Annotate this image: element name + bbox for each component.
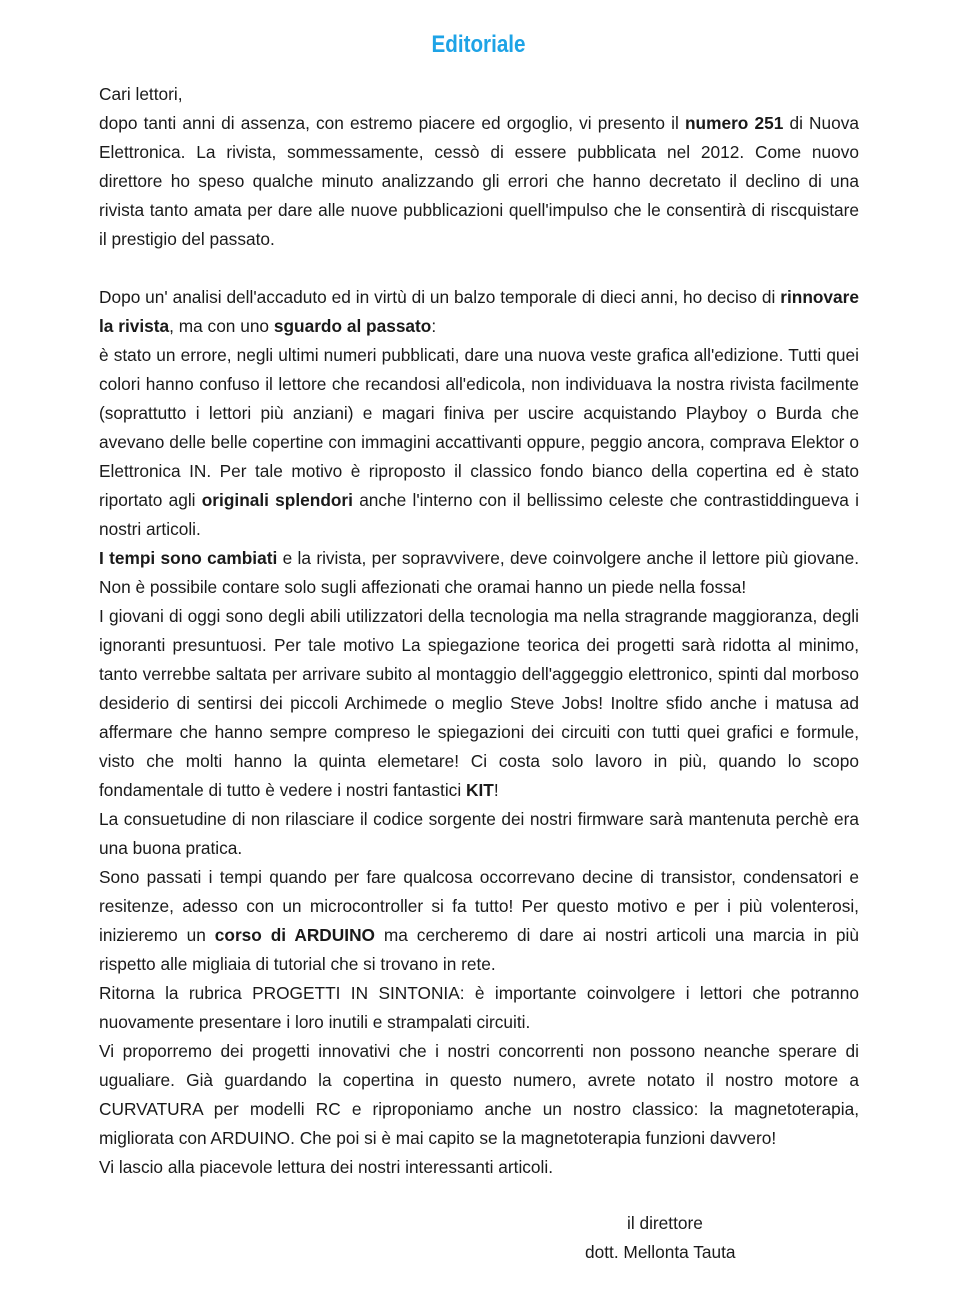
bold-text: numero 251 <box>684 113 784 133</box>
paragraph <box>99 1153 859 1182</box>
paragraph <box>99 80 859 109</box>
text-run: Vi proporremo dei progetti innovativi che i nostri concorrenti non possono neanche sperare di ugualiare. Già guardando la copertina in questo numero, avrete notato il nostro motore a CURVATURA per modelli RC e riproponiamo anche un nostro classico: la magnetoterapia, migliorata con ARDUINO. Che poi si è mai capito se la magnetoterapia funzioni davvero! <box>99 1041 859 1148</box>
paragraph <box>99 341 859 544</box>
text-run: Vi lascio alla piacevole lettura dei nostri interessanti articoli. <box>99 1157 554 1177</box>
text-run: ! <box>493 780 499 800</box>
paragraph <box>99 1037 859 1153</box>
text-run: è stato un errore, negli ultimi numeri pubblicati, dare una nuova veste grafica all'edizione. Tutti quei colori hanno confuso il lettore che recandosi all'edicola, non individuava la nostra rivista facilmente (soprattutto i lettori più anziani) e magari finiva per uscire acquistando Playboy o Burda che avevano delle belle copertine con immagini accattivanti oppure, peggio ancora, comprava Elektor o Elettronica IN. Per tale motivo è riproposto il classico fondo bianco della copertina ed è stato riportato agli <box>99 345 859 510</box>
bold-text: rinnovare la rivista <box>99 287 859 336</box>
paragraph <box>99 979 859 1037</box>
text-run: : <box>431 316 437 336</box>
text-run: I giovani di oggi sono degli abili utilizzatori della tecnologia ma nella stragrande maggioranza, degli ignoranti presuntuosi. Per tale motivo La spiegazione teorica dei progetti sarà ridotta al minimo, tanto verrebbe saltata per arrivare subito al montaggio dell'aggeggio elettronico, spinti dal morboso desiderio di sentirsi dei piccoli Archimede o meglio Steve Jobs! Inoltre sfido anche i matusa ad affermare che hanno sempre compreso le spiegazioni dei circuiti con tutti quei grafici e formule, visto che molti hanno la quinta elemetare! Ci costa solo lavoro in più, quando lo scopo fondamentale di tutto è vedere i nostri fantastici <box>99 606 859 800</box>
paragraph <box>99 805 859 863</box>
text-run: , ma con uno <box>169 316 274 336</box>
text-run: Ritorna la rubrica PROGETTI IN SINTONIA: è importante coinvolgere i lettori che potranno nuovamente presentare i loro inutili e strampalati circuiti. <box>99 983 859 1032</box>
bold-text: KIT <box>465 780 494 800</box>
editorial-body <box>99 80 859 1182</box>
paragraph <box>99 863 859 979</box>
text-run: di Nuova Elettronica. La rivista, sommessamente, cessò di essere pubblicata nel 2012. Come nuovo direttore ho speso qualche minuto analizzando gli errori che hanno decretato il declino di una rivista tanto amata per dare alle nuove pubblicazioni quell'impulso che le consentirà di riscquistare il prestigio del passato. <box>99 113 859 249</box>
paragraph <box>99 109 859 254</box>
paragraph-gap <box>99 254 859 283</box>
paragraph <box>99 283 859 341</box>
text-run: Cari lettori, <box>99 84 183 104</box>
signature-role: il direttore <box>627 1213 703 1233</box>
text-run: Sono passati i tempi quando per fare qualcosa occorrevano decine di transistor, condensatori e resitenze, adesso con un microcontroller si fa tutto! Per questo motivo e per i più volenterosi, inizieremo un <box>99 867 859 945</box>
bold-text: corso di ARDUINO <box>214 925 375 945</box>
bold-text: originali splendori <box>201 490 353 510</box>
text-run: La consuetudine di non rilasciare il codice sorgente dei nostri firmware sarà mantenuta perchè era una buona pratica. <box>99 809 859 858</box>
text-run: ma cercheremo di dare ai nostri articoli una marcia in più rispetto alle migliaia di tutorial che si trovano in rete. <box>99 925 859 974</box>
text-run: e la rivista, per sopravvivere, deve coinvolgere anche il lettore più giovane. Non è possibile contare solo sugli affezionati che oramai hanno un piede nella fossa! <box>99 548 860 597</box>
paragraph <box>99 544 859 602</box>
text-run: dopo tanti anni di assenza, con estremo piacere ed orgoglio, vi presento il <box>99 113 685 133</box>
text-run: anche l'interno con il bellissimo celeste che contrastiddingueva i nostri articoli. <box>99 490 859 539</box>
paragraph <box>99 602 859 805</box>
bold-text: sguardo al passato <box>273 316 432 336</box>
signature-name: dott. Mellonta Tauta <box>585 1242 736 1262</box>
bold-text: I tempi sono cambiati <box>99 548 278 568</box>
page-title: Editoriale <box>431 31 526 58</box>
text-run: Dopo un' analisi dell'accaduto ed in virtù di un balzo temporale di dieci anni, ho deciso di <box>99 287 781 307</box>
